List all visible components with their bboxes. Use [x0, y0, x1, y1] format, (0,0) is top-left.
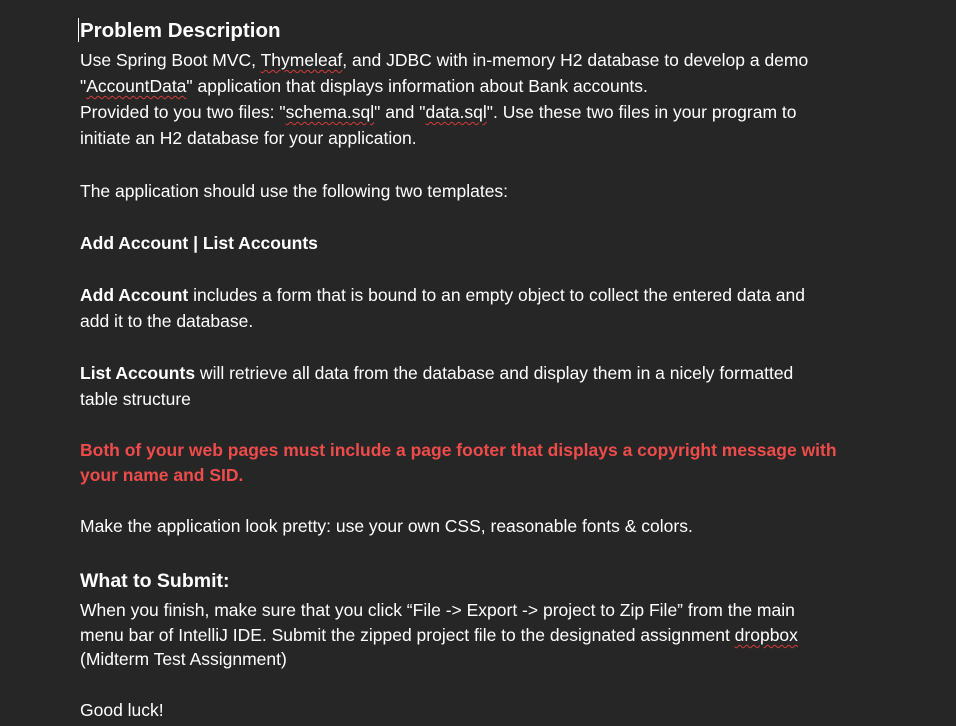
intro-line-2-b: " application that displays information about Bank accounts. — [186, 76, 648, 96]
add-account-line-1 — [80, 283, 805, 307]
pretty-line: Make the application look pretty: use your own CSS, reasonable fonts & colors. — [80, 516, 693, 536]
intro-line-3-c: ". Use these two files in your program to — [486, 102, 797, 122]
spellcheck-schema-sql: schema.sql — [285, 102, 375, 122]
submit-line-2-a: menu bar of IntelliJ IDE. Submit the zipped project file to the designated assignment — [80, 625, 735, 645]
spellcheck-data-sql: data.sql — [425, 102, 487, 122]
spellcheck-thymeleaf: Thymeleaf — [260, 50, 343, 70]
add-account-term: Add Account — [80, 285, 189, 305]
list-accounts-line-2: table structure — [80, 389, 191, 409]
intro-line-3-b: " and " — [374, 102, 426, 122]
problem-description-heading: Problem Description — [80, 19, 281, 42]
text-cursor — [78, 18, 79, 42]
intro-line-4: initiate an H2 database for your application. — [80, 128, 417, 148]
submit-line-1: When you finish, make sure that you click “File -> Export -> project to Zip File” from the main — [80, 600, 795, 620]
submit-line-3: (Midterm Test Assignment) — [80, 649, 287, 669]
intro-line-2 — [80, 74, 648, 98]
list-accounts-desc: will retrieve all data from the database and display them in a nicely formatted — [195, 363, 794, 383]
add-account-line-2: add it to the database. — [80, 311, 254, 331]
list-accounts-line-1 — [80, 361, 793, 385]
intro-line-1-a: Use Spring Boot MVC, — [80, 50, 261, 70]
spellcheck-accountdata: AccountData — [86, 76, 187, 96]
intro-line-3-a: Provided to you two files: " — [80, 102, 286, 122]
spellcheck-dropbox: dropbox — [734, 625, 798, 645]
intro-line-1 — [80, 48, 808, 72]
list-accounts-term: List Accounts — [80, 363, 196, 383]
add-account-desc: includes a form that is bound to an empty object to collect the entered data and — [188, 285, 806, 305]
footer-requirement-line-2: your name and SID. — [80, 465, 244, 485]
intro-line-3 — [80, 100, 796, 124]
templates-intro: The application should use the following two templates: — [80, 181, 509, 201]
what-to-submit-heading: What to Submit: — [80, 570, 230, 592]
templates-line: Add Account | List Accounts — [80, 233, 318, 253]
footer-requirement-line-1: Both of your web pages must include a page footer that displays a copyright message with — [80, 440, 837, 460]
submit-line-2 — [80, 623, 798, 647]
intro-line-2-a: " — [80, 76, 87, 96]
intro-line-1-b: , and JDBC with in-memory H2 database to develop a demo — [342, 50, 809, 70]
closing-line: Good luck! — [80, 700, 164, 720]
